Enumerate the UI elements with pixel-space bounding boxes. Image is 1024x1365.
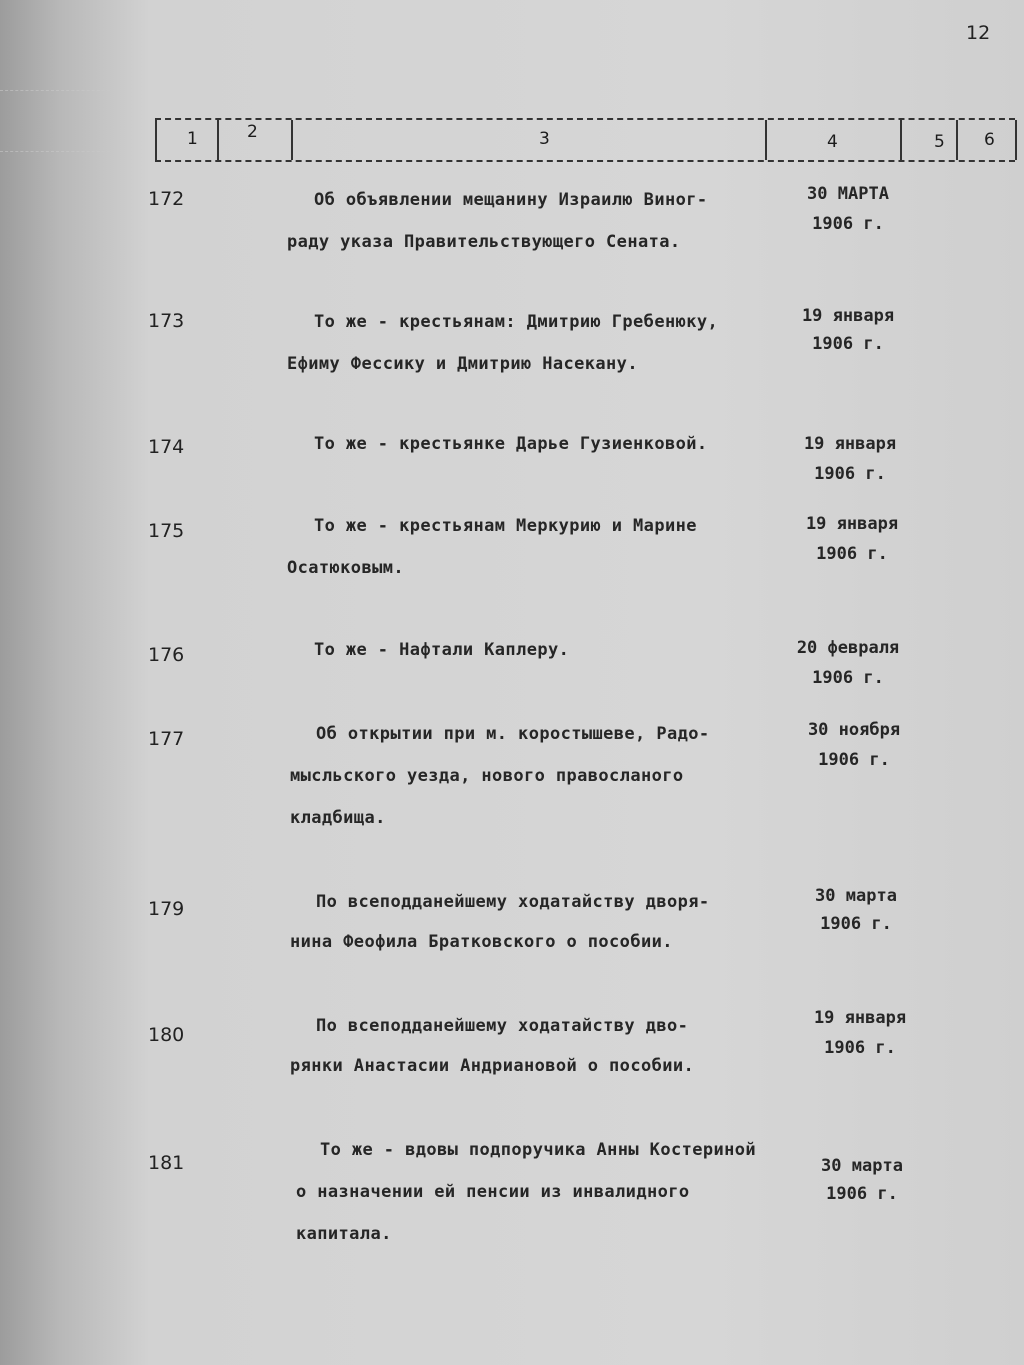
entry-text-line: Ефиму Фессику и Дмитрию Насекану. — [287, 354, 638, 374]
entry-date-year: 1906 г. — [812, 334, 884, 354]
entry-text-line: По всеподданейшему ходатайству дво- — [316, 1016, 689, 1036]
entry-text-line: По всеподданейшему ходатайству дворя- — [316, 892, 710, 912]
entry-number: 176 — [148, 644, 185, 666]
entry-text-line: Об открытии при м. коростышеве, Радо- — [316, 724, 710, 744]
column-header-1: 1 — [155, 120, 219, 160]
entry-date-year: 1906 г. — [812, 214, 884, 234]
column-header-5: 5 — [900, 120, 958, 160]
entry-text-line: капитала. — [296, 1224, 392, 1244]
entry-date-year: 1906 г. — [812, 668, 884, 688]
entry-text-line: нина Феофила Братковского о пособии. — [290, 932, 673, 952]
entry-number: 175 — [148, 520, 185, 542]
entry-number: 180 — [148, 1024, 185, 1046]
entry-text-line: Об объявлении мещанину Израилю Виног- — [314, 190, 708, 210]
entry-text-line: То же - Нафтали Каплеру. — [314, 640, 570, 660]
entry-number: 179 — [148, 898, 185, 920]
entry-text-line: кладбища. — [290, 808, 386, 828]
column-header-3: 3 — [291, 120, 767, 160]
entry-date-year: 1906 г. — [826, 1184, 898, 1204]
entry-number: 181 — [148, 1152, 185, 1174]
entry-date: 20 февраля — [796, 638, 900, 658]
column-header-4: 4 — [765, 120, 902, 160]
bleed-through-mark — [0, 90, 110, 152]
entry-date: 19 января — [813, 1008, 907, 1028]
entry-date: 30 марта — [821, 1156, 903, 1176]
entry-text-line: рянки Анастасии Андриановой о пособии. — [290, 1056, 695, 1076]
page-number: 12 — [966, 22, 991, 44]
entry-text-line: о назначении ей пенсии из инвалидного — [296, 1182, 690, 1202]
entry-number: 172 — [148, 188, 185, 210]
entry-date: 19 января — [805, 514, 899, 534]
entry-date-year: 1906 г. — [824, 1038, 896, 1058]
entry-number: 177 — [148, 728, 185, 750]
entry-text-line: Осатюковым. — [287, 558, 404, 578]
entry-date-year: 1906 г. — [818, 750, 890, 770]
entry-text-line: То же - крестьянам Меркурию и Марине — [314, 516, 697, 536]
entry-text-line: То же - крестьянам: Дмитрию Гребенюку, — [314, 312, 719, 332]
entry-text-line: раду указа Правительствующего Сената. — [287, 232, 681, 252]
entry-date: 30 ноября — [807, 720, 901, 740]
entry-date: 30 марта — [815, 886, 897, 906]
entry-date: 19 января — [803, 434, 897, 454]
entry-date-year: 1906 г. — [816, 544, 888, 564]
entry-date-year: 1906 г. — [814, 464, 886, 484]
entry-text-line: То же - вдовы подпоручика Анны Костериной — [320, 1140, 757, 1160]
column-header-2: 2 — [217, 120, 293, 160]
column-header-6: 6 — [956, 120, 1017, 160]
entry-text-line: То же - крестьянке Дарье Гузиенковой. — [314, 434, 708, 454]
entry-date-year: 1906 г. — [820, 914, 892, 934]
entry-date: 19 января — [801, 306, 895, 326]
entry-date: 30 МАРТА — [807, 184, 889, 204]
entry-number: 174 — [148, 436, 185, 458]
entry-number: 173 — [148, 310, 185, 332]
entry-text-line: мысльского уезда, нового правосланого — [290, 766, 684, 786]
column-header-row — [155, 118, 1015, 162]
